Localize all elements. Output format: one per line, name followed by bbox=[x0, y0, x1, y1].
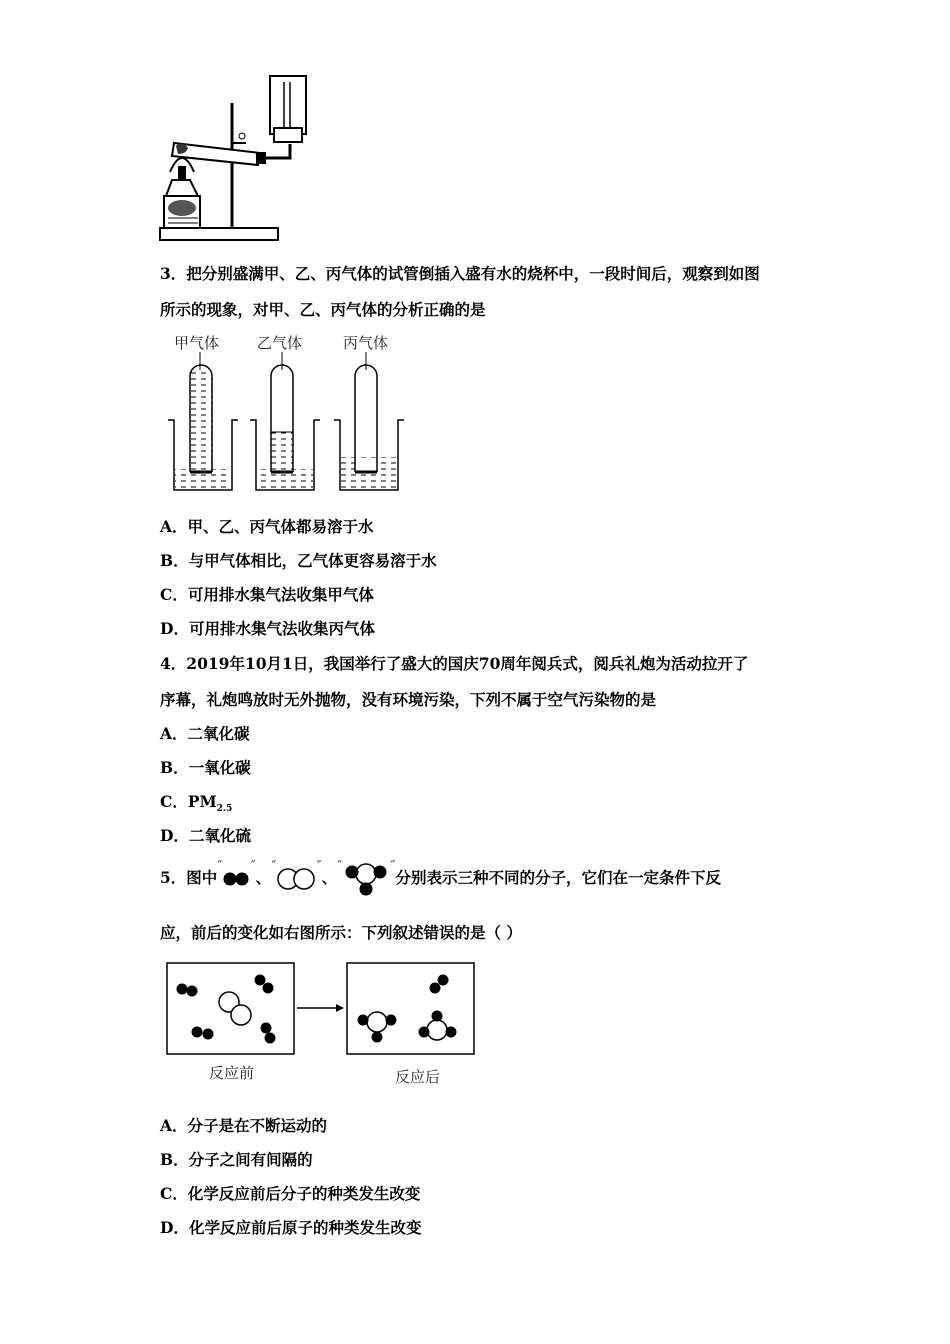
q3-option-d: D．可用排水集气法收集丙气体 bbox=[160, 619, 375, 638]
caption-before: 反应前 bbox=[209, 1064, 255, 1082]
q5-stem-line1 bbox=[160, 860, 721, 898]
q4-option-c bbox=[160, 790, 232, 814]
beaker-yi bbox=[250, 352, 320, 490]
q5-option-d: D．化学反应前后原子的种类发生改变 bbox=[160, 1218, 422, 1237]
beaker-bing bbox=[334, 352, 404, 490]
q3-stem-line1: 3．把分别盛满甲、乙、丙气体的试管倒插入盛有水的烧杯中，一段时间后，观察到如图 bbox=[160, 264, 760, 283]
quote-close-2: ” bbox=[316, 860, 322, 870]
q5-stem-suffix: 分别表示三种不同的分子，它们在一定条件下反 bbox=[395, 868, 721, 887]
q5-option-b: B．分子之间有间隔的 bbox=[160, 1150, 313, 1169]
q5-option-c: C．化学反应前后分子的种类发生改变 bbox=[160, 1184, 421, 1203]
quote-close-3: ” bbox=[390, 860, 396, 870]
q5-stem-line2: 应，前后的变化如右图所示：下列叙述错误的是（ ） bbox=[160, 923, 522, 942]
triatomic-molecule-icon bbox=[342, 860, 390, 898]
quote-open-2: “ bbox=[271, 860, 277, 870]
q4-stem-line1: 4．2019年10月1日，我国举行了盛大的国庆70周年阅兵式，阅兵礼炮为活动拉开了 bbox=[160, 654, 749, 673]
black-diatomic-molecule-icon bbox=[222, 869, 250, 889]
quote-open-3: “ bbox=[337, 860, 343, 870]
q3-stem-line2: 所示的现象，对甲、乙、丙气体的分析正确的是 bbox=[160, 300, 486, 319]
q4-stem-line2: 序幕，礼炮鸣放时无外抛物，没有环境污染，下列不属于空气污染物的是 bbox=[160, 690, 657, 709]
beaker-jia bbox=[168, 352, 238, 490]
apparatus-figure bbox=[150, 68, 310, 246]
q4-option-c-text: C．PM bbox=[160, 792, 217, 811]
q3-option-a: A．甲、乙、丙气体都易溶于水 bbox=[160, 517, 374, 536]
caption-after: 反应后 bbox=[395, 1068, 441, 1086]
gas-yi-label: 乙气体 bbox=[257, 334, 303, 352]
q4-option-a: A．二氧化碳 bbox=[160, 724, 250, 743]
beakers-figure bbox=[160, 352, 410, 494]
q5-option-a: A．分子是在不断运动的 bbox=[160, 1116, 328, 1135]
q3-option-c: C．可用排水集气法收集甲气体 bbox=[160, 585, 374, 604]
gas-jia-label: 甲气体 bbox=[174, 334, 220, 352]
q5-stem-prefix: 5．图中 bbox=[160, 868, 218, 887]
q4-option-b: B．一氧化碳 bbox=[160, 758, 251, 777]
reaction-figure bbox=[160, 958, 480, 1060]
separator-1: 、 bbox=[255, 868, 272, 887]
white-diatomic-molecule-icon bbox=[276, 867, 316, 891]
separator-2: 、 bbox=[321, 868, 338, 887]
pm-subscript: 2.5 bbox=[216, 804, 233, 815]
gas-bing-label: 丙气体 bbox=[343, 334, 389, 352]
quote-close-1: ” bbox=[250, 860, 256, 870]
quote-open-1: “ bbox=[217, 860, 223, 870]
q4-option-d: D．二氧化硫 bbox=[160, 826, 251, 845]
q3-option-b: B．与甲气体相比，乙气体更容易溶于水 bbox=[160, 551, 437, 570]
